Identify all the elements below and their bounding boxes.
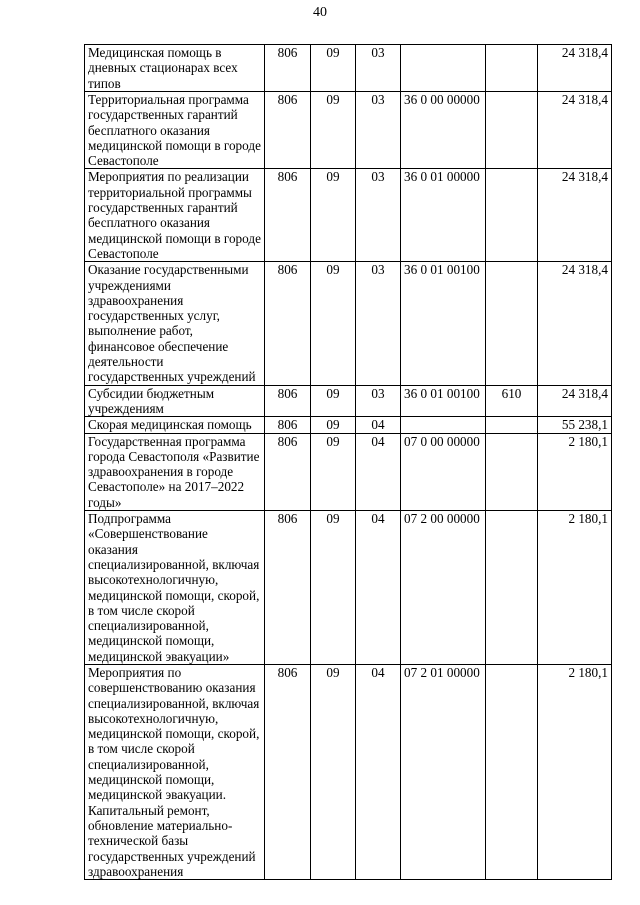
section-code: 09 [311,433,356,510]
table-row [85,664,612,879]
page-number: 40 [313,5,327,20]
department-code: 806 [265,385,311,417]
table-row [85,262,612,385]
subsection-code: 03 [356,262,401,385]
department-code: 806 [265,169,311,262]
target-item-code [401,45,486,92]
budget-table [84,44,612,880]
subsection-code: 04 [356,433,401,510]
subsection-code: 04 [356,511,401,665]
target-item-code: 36 0 01 00000 [401,169,486,262]
section-code: 09 [311,385,356,417]
row-name: Субсидии бюджетным учреждениям [85,385,265,417]
row-name: Территориальная программа государственных гарантий бесплатного оказания медицинской помощи в городе Севастополе [85,92,265,169]
department-code: 806 [265,92,311,169]
department-code: 806 [265,45,311,92]
row-name: Оказание государственными учреждениями здравоохранения государственных услуг, выполнение работ, финансовое обеспечение деятельности государственных учреждений [85,262,265,385]
target-item-code: 36 0 00 00000 [401,92,486,169]
subsection-code: 03 [356,169,401,262]
subsection-code: 04 [356,664,401,879]
expense-type-code [486,511,538,665]
department-code: 806 [265,417,311,433]
table-row [85,45,612,92]
amount: 2 180,1 [538,433,612,510]
section-code: 09 [311,92,356,169]
amount: 24 318,4 [538,169,612,262]
expense-type-code: 610 [486,385,538,417]
department-code: 806 [265,664,311,879]
target-item-code: 36 0 01 00100 [401,262,486,385]
amount: 55 238,1 [538,417,612,433]
section-code: 09 [311,45,356,92]
section-code: 09 [311,262,356,385]
row-name: Мероприятия по совершенствованию оказания специализированной, включая высокотехнологичную, медицинской помощи, скорой, в том числе скорой специализированной, медицинской помощи, медицинской эвакуации. Капитальный ремонт, обновление материально-технической базы государственных учреждений здравоохранения [85,664,265,879]
expense-type-code [486,92,538,169]
department-code: 806 [265,433,311,510]
expense-type-code [486,169,538,262]
subsection-code: 03 [356,45,401,92]
target-item-code [401,417,486,433]
expense-type-code [486,664,538,879]
expense-type-code [486,417,538,433]
row-name: Медицинская помощь в дневных стационарах всех типов [85,45,265,92]
table-row [85,511,612,665]
amount: 2 180,1 [538,511,612,665]
subsection-code: 04 [356,417,401,433]
target-item-code: 07 2 00 00000 [401,511,486,665]
row-name: Мероприятия по реализации территориальной программы государственных гарантий бесплатного оказания медицинской помощи в городе Севастополе [85,169,265,262]
row-name: Подпрограмма «Совершенствование оказания специализированной, включая высокотехнологичную, медицинской помощи, скорой, в том числе скорой специализированной, медицинской помощи, медицинской эвакуации» [85,511,265,665]
expense-type-code [486,45,538,92]
subsection-code: 03 [356,92,401,169]
target-item-code: 07 2 01 00000 [401,664,486,879]
expense-type-code [486,262,538,385]
row-name: Государственная программа города Севастополя «Развитие здравоохранения в городе Севастополе» на 2017–2022 годы» [85,433,265,510]
section-code: 09 [311,169,356,262]
table-row [85,417,612,433]
amount: 24 318,4 [538,45,612,92]
table-row [85,169,612,262]
amount: 24 318,4 [538,262,612,385]
section-code: 09 [311,664,356,879]
subsection-code: 03 [356,385,401,417]
amount: 2 180,1 [538,664,612,879]
section-code: 09 [311,417,356,433]
table-row [85,92,612,169]
expense-type-code [486,433,538,510]
target-item-code: 36 0 01 00100 [401,385,486,417]
row-name: Скорая медицинская помощь [85,417,265,433]
target-item-code: 07 0 00 00000 [401,433,486,510]
table-row [85,385,612,417]
section-code: 09 [311,511,356,665]
amount: 24 318,4 [538,92,612,169]
table-row [85,433,612,510]
amount: 24 318,4 [538,385,612,417]
department-code: 806 [265,262,311,385]
department-code: 806 [265,511,311,665]
